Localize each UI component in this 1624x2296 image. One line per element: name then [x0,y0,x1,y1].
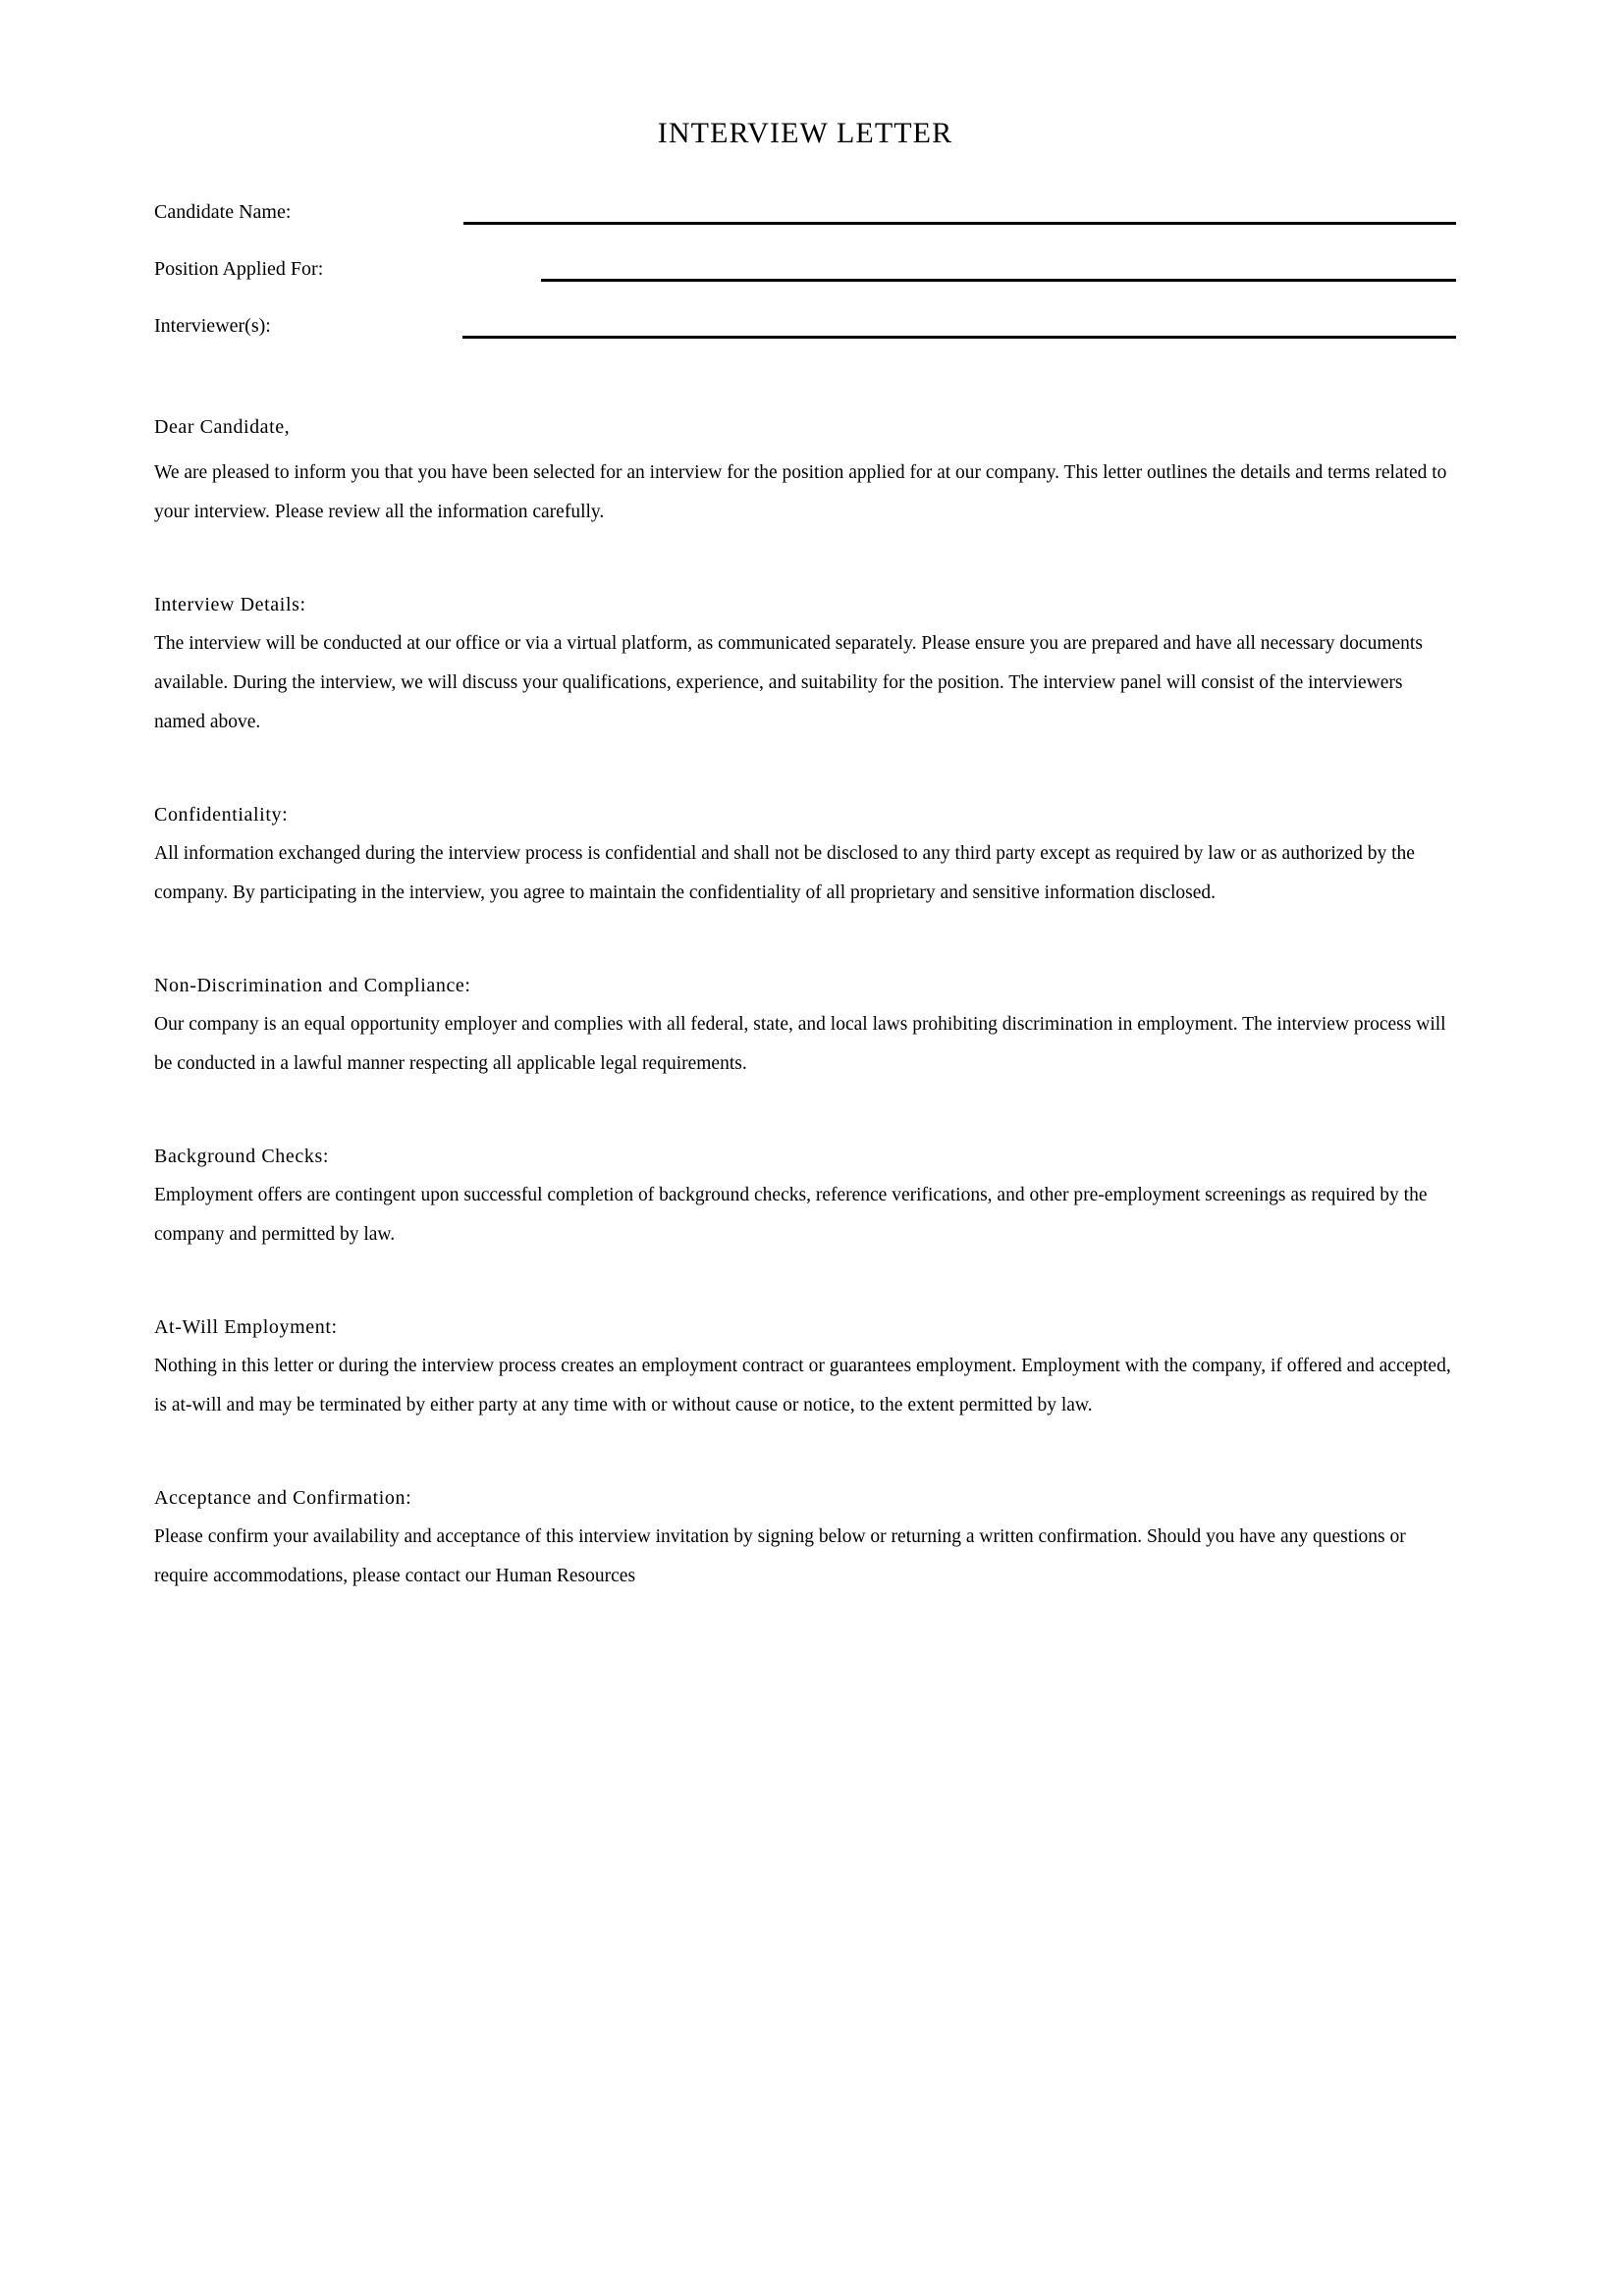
interviewers-input-rule[interactable] [462,336,1456,339]
section-body-background-checks: Employment offers are contingent upon successful completion of background checks, reference verifications, and other pre-employment screenings as required by the company and permitted by law. [154,1185,1428,1245]
section-body-acceptance-and-confirmation: Please confirm your availability and acceptance of this interview invitation by signing below or returning a written confirmation. Should you have any questions or require accommodations, please contact our Human Resources [154,1526,1406,1586]
section-heading-at-will-employment: At-Will Employment: [154,1316,338,1338]
section-heading-interview-details: Interview Details: [154,594,306,615]
section-heading-non-discrimination-and-compliance: Non-Discrimination and Compliance: [154,975,471,996]
form-row-candidate-name [154,199,1456,256]
document-content [154,0,1456,1596]
section-body-non-discrimination-and-compliance: Our company is an equal opportunity employer and complies with all federal, state, and local laws prohibiting discrimination in employment. The interview process will be conducted in a lawful manner respecting all applicable legal requirements. [154,1014,1446,1074]
section-at-will-employment [154,1312,1456,1425]
section-confidentiality [154,800,1456,913]
section-body-at-will-employment: Nothing in this letter or during the interview process creates an employment contract or guarantees employment. Employment with the company, if offered and accepted, is at-will and may be terminated by either party at any time with or without cause or notice, to the extent permitted by law. [154,1356,1451,1415]
section-body-interview-details: The interview will be conducted at our office or via a virtual platform, as communicated separately. Please ensure you are prepared and have all necessary documents available. During the interview, we will discuss your qualifications, experience, and suitability for the position. The interview panel will consist of the interviewers named above. [154,633,1423,732]
position-applied-for-label: Position Applied For: [154,258,324,280]
section-heading-confidentiality: Confidentiality: [154,804,289,826]
form-fields-block [154,199,1456,370]
salutation: Dear Candidate, [154,416,291,438]
section-non-discrimination-and-compliance [154,971,1456,1084]
intro-paragraph: We are pleased to inform you that you have been selected for an interview for the position applied for at our company. This letter outlines the details and terms related to your interview. Please review all the information carefully. [154,462,1447,522]
section-heading-acceptance-and-confirmation: Acceptance and Confirmation: [154,1487,412,1509]
section-background-checks [154,1142,1456,1255]
section-heading-background-checks: Background Checks: [154,1146,329,1167]
section-acceptance-and-confirmation [154,1483,1456,1596]
form-row-interviewers [154,313,1456,370]
position-applied-for-input-rule[interactable] [541,279,1456,282]
candidate-name-label: Candidate Name: [154,201,292,223]
candidate-name-input-rule[interactable] [463,222,1456,225]
section-body-confidentiality: All information exchanged during the interview process is confidential and shall not be disclosed to any third party except as required by law or as authorized by the company. By participating in the interview, you agree to maintain the confidentiality of all proprietary and sensitive information disclosed. [154,843,1415,903]
form-row-position-applied-for [154,256,1456,313]
page-title: INTERVIEW LETTER [657,117,953,149]
section-interview-details [154,590,1456,742]
interviewers-label: Interviewer(s): [154,315,271,337]
